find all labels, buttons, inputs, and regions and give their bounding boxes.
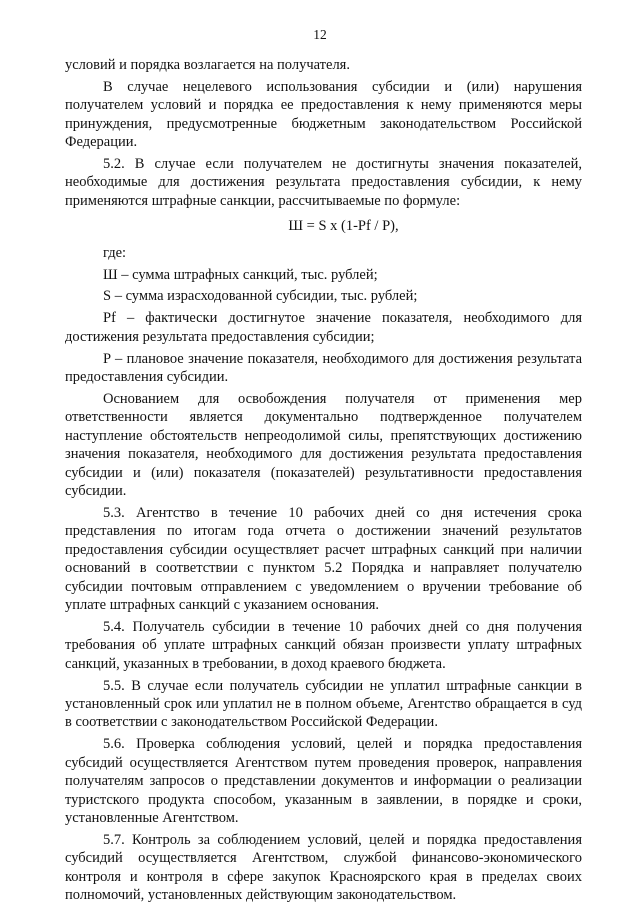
paragraph-5-5: 5.5. В случае если получатель субсидии не уплатил штрафные санкции в установленный срок или уплатил не в полном объеме, Агентство обращается в суд в соответствии с законодательством Российской Федерации.: [65, 677, 582, 731]
document-body: [65, 56, 582, 908]
formula-def-pf: Pf – фактически достигнутое значение показателя, необходимого для достижения результата предоставления субсидии;: [65, 310, 582, 345]
paragraph-5-4: 5.4. Получатель субсидии в течение 10 рабочих дней со дня получения требования об уплате штрафных санкций обязан произвести уплату штрафных санкций, указанных в требовании, в доход краевого бюджета.: [65, 618, 582, 672]
paragraph-exemption: Основанием для освобождения получателя от применения мер ответственности является документально подтвержденное получателем наступление обстоятельств непреодолимой силы, препятствующих достижению значения показателя, необходимого для достижения результата предоставления субсидии и (или) показателя (показателей) результативности предоставления субсидии.: [65, 391, 582, 500]
formula-where: где:: [103, 244, 127, 261]
formula-def-s: S – сумма израсходованной субсидии, тыс. рублей;: [103, 288, 418, 305]
paragraph-5-7: 5.7. Контроль за соблюдением условий, целей и порядка предоставления субсидий осуществляется Агентством, службой финансово-экономического контроля и контроля в сфере закупок Красноярского края в пределах своих полномочий, установленных действующим законодательством.: [65, 831, 582, 904]
paragraph-5-3: 5.3. Агентство в течение 10 рабочих дней со дня истечения срока представления по итогам года отчета о достижении значений результатов предоставления субсидии осуществляет расчет штрафных санкций при наличии оснований в соответствии с пунктом 5.2 Порядка и направляет получателю субсидии почтовым отправлением с уведомлением о вручении требование об уплате штрафных санкций с указанием основания.: [65, 504, 582, 613]
paragraph-5-6: 5.6. Проверка соблюдения условий, целей и порядка предоставления субсидий осуществляется Агентством путем проведения проверок, направления получателям запросов о представлении документов и информации о реализации туристского продукта способом, указанным в заявлении, в порядке и сроки, установленные Агентством.: [65, 736, 582, 826]
penalty-formula: Ш = S x (1-Pf / P),: [288, 218, 399, 235]
page-number: 12: [313, 27, 327, 42]
paragraph-continuation: условий и порядка возлагается на получателя.: [65, 57, 350, 73]
paragraph-5-2: 5.2. В случае если получателем не достигнуты значения показателей, необходимые для достижения результата предоставления субсидии, к нему применяются штрафные санкции, рассчитываемые по формуле:: [65, 156, 582, 209]
formula-def-sh: Ш – сумма штрафных санкций, тыс. рублей;: [103, 266, 378, 283]
paragraph-misuse-penalty: В случае нецелевого использования субсидии и (или) нарушения получателем условий и порядка ее предоставления к нему применяются меры принуждения, предусмотренные бюджетным законодательством Российской Федерации.: [65, 78, 582, 151]
formula-def-p: P – плановое значение показателя, необходимого для достижения результата предоставления субсидии.: [65, 350, 582, 386]
